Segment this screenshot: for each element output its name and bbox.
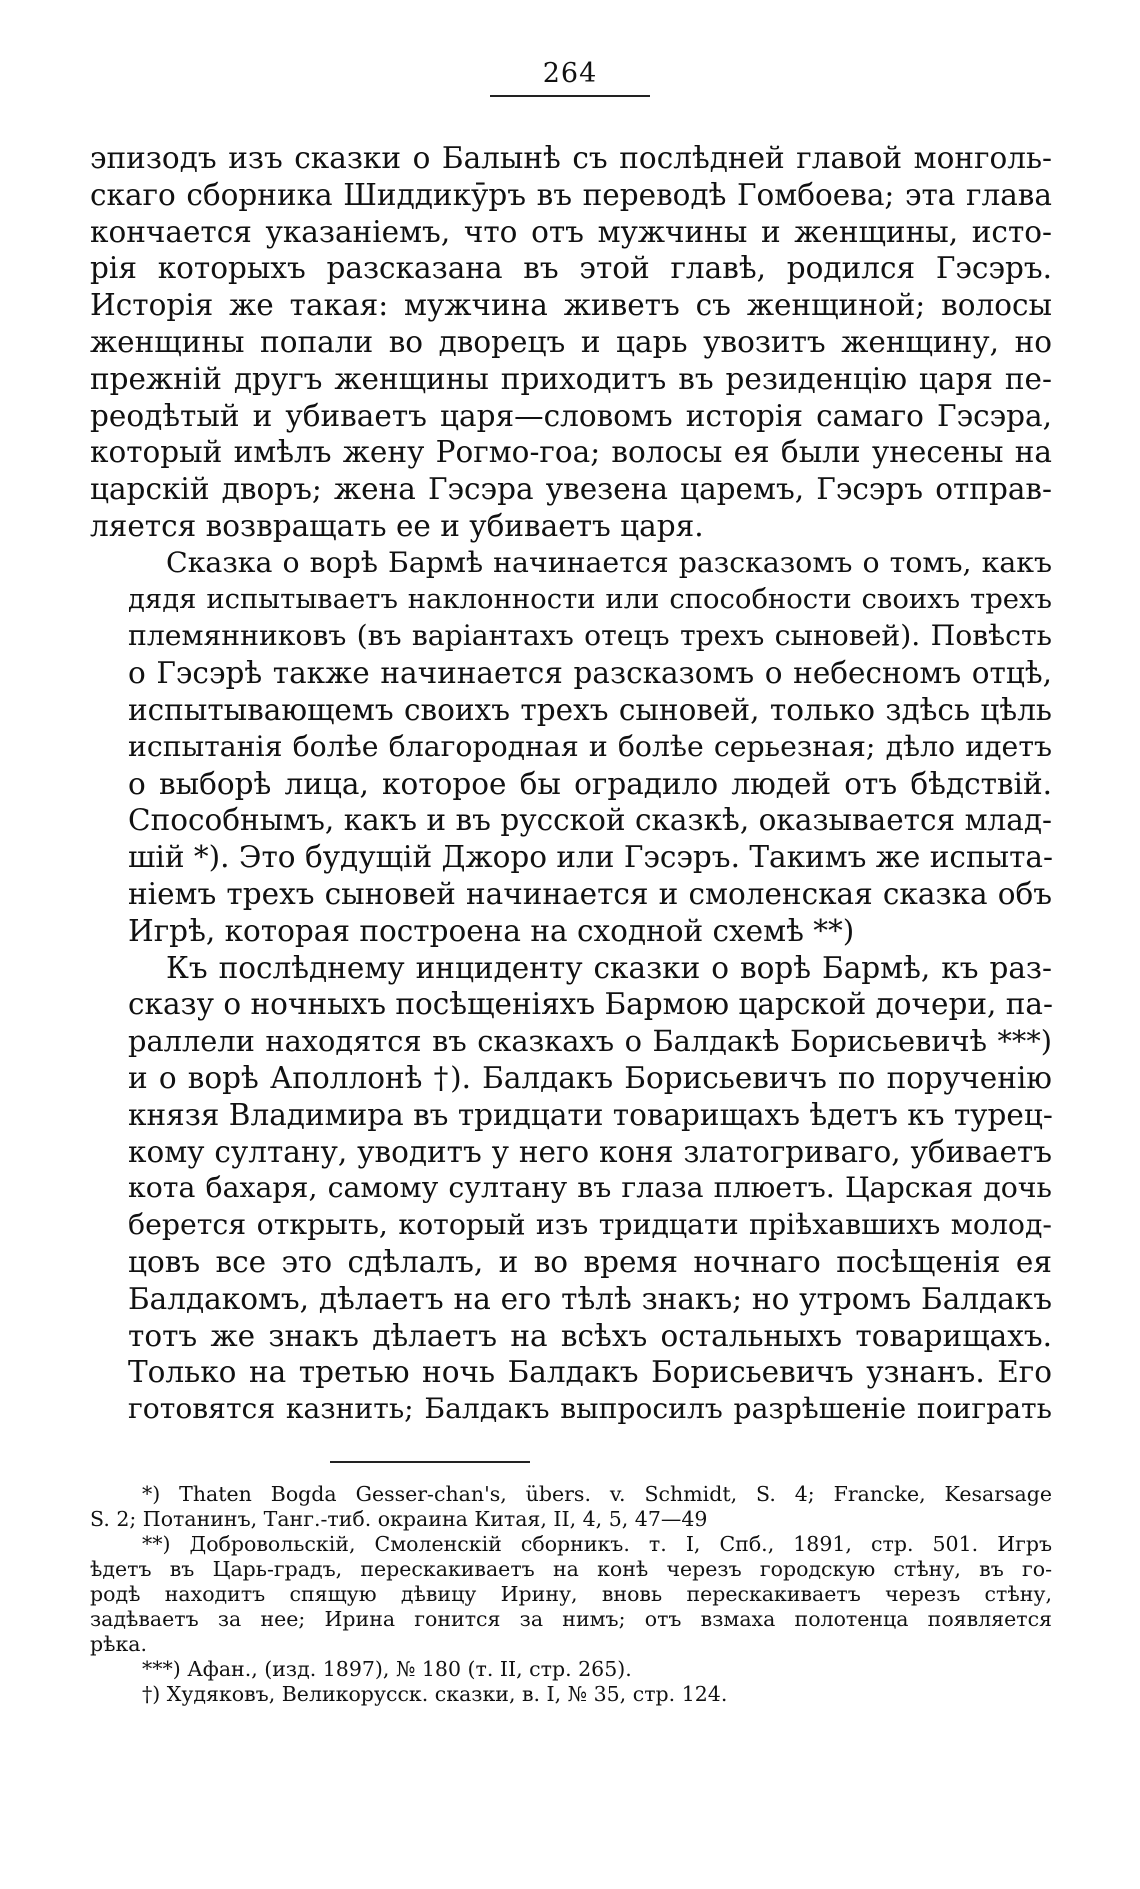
text-line: реодѣтый и убиваетъ царя—словомъ исторія самаго Гэсэра, bbox=[90, 398, 1052, 433]
text-line: царскій дворъ; жена Гэсэра увезена царемъ, Гэсэръ отправ- bbox=[90, 472, 1052, 507]
footnote-line: †) Худяковъ, Великорусск. сказки, в. I, № 35, стр. 124. bbox=[142, 1682, 728, 1706]
text-line: шій *). Это будущій Джоро или Гэсэръ. Такимъ же испыта- bbox=[128, 840, 1053, 875]
text-line: Къ послѣднему инциденту сказки о ворѣ Бармѣ, къ раз- bbox=[166, 950, 1052, 985]
text-line: сказу о ночныхъ посѣщеніяхъ Бармою царской дочери, па- bbox=[128, 987, 1053, 1022]
text-line: рія которыхъ разсказана въ этой главѣ, родился Гэсэръ. bbox=[90, 251, 1052, 286]
footnote-line: родѣ находитъ спящую дѣвицу Ирину, вновь перескакиваетъ черезъ стѣну, bbox=[90, 1582, 1052, 1606]
text-line: о выборѣ лица, которое бы оградило людей отъ бѣдствій. bbox=[128, 766, 1052, 801]
main-text bbox=[90, 140, 1052, 1428]
page-number: 264 bbox=[542, 58, 598, 89]
text-line: раллели находятся въ сказкахъ о Балдакѣ Борисьевичѣ ***) bbox=[128, 1024, 1052, 1059]
text-line: берется открыть, который изъ тридцати пріѣхавшихъ молод- bbox=[128, 1208, 1052, 1242]
footnote-3 bbox=[90, 1657, 1052, 1682]
text-line: о Гэсэрѣ также начинается разсказомъ о небесномъ отцѣ, bbox=[128, 656, 1052, 691]
text-line: женщины попали во дворецъ и царь увозитъ женщину, но bbox=[90, 324, 1052, 359]
text-line: Игрѣ, которая построена на сходной схемѣ **) bbox=[128, 913, 855, 948]
text-line: испытывающемъ своихъ трехъ сыновей, только здѣсь цѣль bbox=[128, 692, 1052, 727]
footnote-rule bbox=[330, 1461, 530, 1463]
text-line: Исторія же такая: мужчина живетъ съ женщиной; волосы bbox=[90, 288, 1052, 323]
footnote-line: ***) Афан., (изд. 1897), № 180 (т. II, стр. 265). bbox=[142, 1657, 632, 1681]
text-line: эпизодъ изъ сказки о Балынѣ съ послѣдней главой монголь- bbox=[90, 141, 1052, 175]
text-line: скаго сборника Шиддикӯръ въ переводѣ Гомбоева; эта глава bbox=[90, 177, 1052, 212]
text-line: Только на третью ночь Балдакъ Борисьевичъ узнанъ. Его bbox=[128, 1355, 1052, 1390]
footnote-line: задѣваетъ за нее; Ирина гонится за нимъ; отъ взмаха полотенца появляется bbox=[90, 1607, 1052, 1631]
footnote-line: **) Добровольскій, Смоленскій сборникъ. т. I, Спб., 1891, стр. 501. Игръ bbox=[142, 1532, 1052, 1556]
text-line: дядя испытываетъ наклонности или способности своихъ трехъ bbox=[128, 583, 1052, 615]
footnote-1 bbox=[90, 1482, 1052, 1532]
text-line: племянниковъ (въ варіантахъ отецъ трехъ сыновей). Повѣсть bbox=[128, 619, 1052, 653]
footnote-line: *) Thaten Bogda Gesser-chan's, übers. v. Schmidt, S. 4; Francke, Kesarsage bbox=[142, 1482, 1052, 1506]
text-line: Сказка о ворѣ Бармѣ начинается разсказомъ о томъ, какъ bbox=[166, 545, 1052, 579]
footnote-line: S. 2; Потанинъ, Танг.-тиб. окраина Китая, II, 4, 5, 47—49 bbox=[90, 1507, 708, 1531]
text-line: кому султану, уводитъ у него коня златогриваго, убиваетъ bbox=[128, 1134, 1052, 1169]
text-line: ніемъ трехъ сыновей начинается и смоленская сказка объ bbox=[128, 876, 1052, 911]
text-line: который имѣлъ жену Рогмо-гоа; волосы ея были унесены на bbox=[90, 435, 1052, 470]
paragraph-3 bbox=[90, 950, 1052, 1428]
footnote-4 bbox=[90, 1682, 1052, 1707]
footnote-2 bbox=[90, 1532, 1052, 1657]
text-line: ляется возвращать ее и убиваетъ царя. bbox=[90, 508, 704, 543]
paragraph-1 bbox=[90, 140, 1052, 545]
text-line: кончается указаніемъ, что отъ мужчины и женщины, исто- bbox=[90, 214, 1052, 249]
text-line: тотъ же знакъ дѣлаетъ на всѣхъ остальныхъ товарищахъ. bbox=[128, 1318, 1052, 1353]
text-line: цовъ все это сдѣлалъ, и во время ночнаго посѣщенія ея bbox=[128, 1244, 1052, 1279]
text-line: князя Владимира въ тридцати товарищахъ ѣдетъ къ турец- bbox=[128, 1097, 1053, 1132]
text-line: Балдакомъ, дѣлаетъ на его тѣлѣ знакъ; но утромъ Балдакъ bbox=[128, 1281, 1052, 1316]
text-line: испытанія болѣе благородная и болѣе серьезная; дѣло идетъ bbox=[128, 729, 1052, 763]
text-line: готовятся казнить; Балдакъ выпросилъ разрѣшеніе поиграть bbox=[128, 1392, 1052, 1426]
paragraph-2 bbox=[90, 545, 1052, 950]
text-line: Способнымъ, какъ и въ русской сказкѣ, оказывается млад- bbox=[128, 803, 1052, 838]
page-number-rule bbox=[490, 95, 650, 97]
text-line: кота бахаря, самому султану въ глаза плюетъ. Царская дочь bbox=[128, 1171, 1052, 1205]
footnotes bbox=[90, 1482, 1052, 1707]
text-line: прежній другъ женщины приходитъ въ резиденцію царя пе- bbox=[90, 361, 1052, 396]
footnote-line: ѣдетъ въ Царь-градъ, перескакиваетъ на конѣ черезъ городскую стѣну, въ го- bbox=[90, 1557, 1052, 1581]
text-line: и о ворѣ Аполлонѣ †). Балдакъ Борисьевичъ по порученію bbox=[128, 1060, 1052, 1095]
footnote-line: рѣка. bbox=[90, 1632, 148, 1656]
